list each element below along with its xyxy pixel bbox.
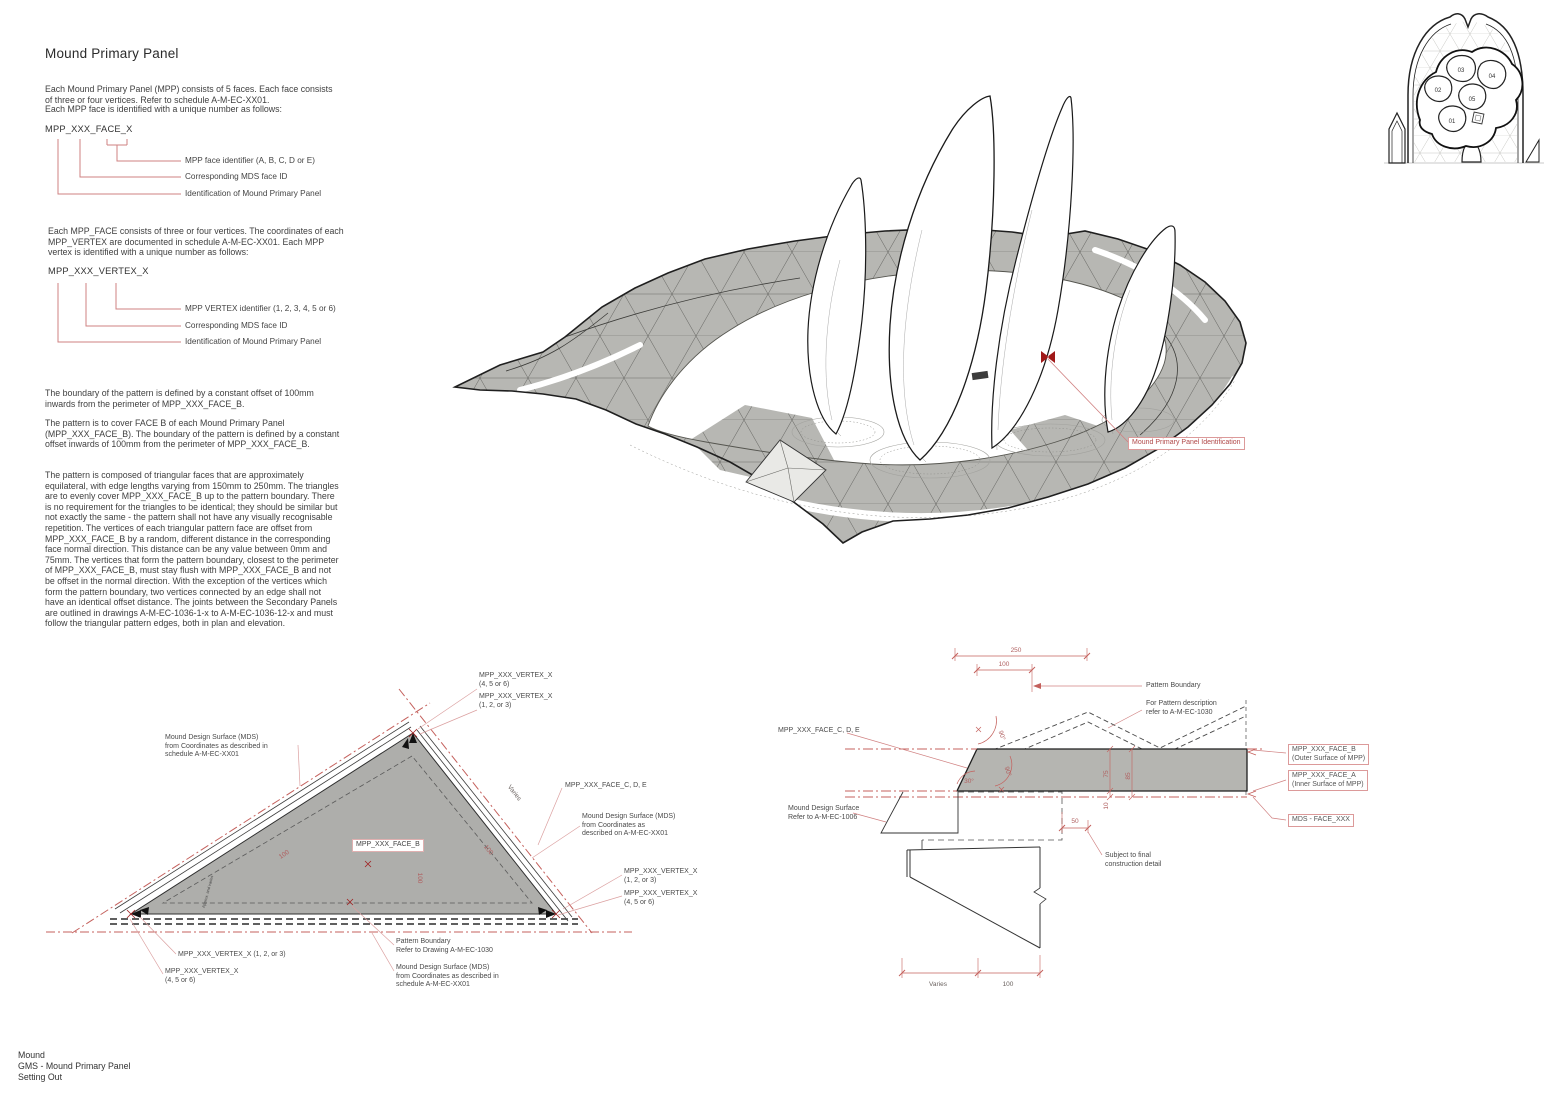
tri-vertex-right-456-l1: MPP_XXX_VERTEX_X bbox=[624, 890, 698, 897]
tri-mds-bottom-l3: schedule A-M-EC-XX01 bbox=[396, 981, 470, 989]
vertex-callout-1: MPP VERTEX identifier (1, 2, 3, 4, 5 or 6) bbox=[185, 304, 336, 313]
sec-mds-ref-label bbox=[788, 805, 859, 822]
face-callout-1: MPP face identifier (A, B, C, D or E) bbox=[185, 156, 315, 165]
sec-pattern-boundary-label: Pattern Boundary bbox=[1146, 682, 1201, 689]
triangle-plan-detail bbox=[40, 660, 660, 1025]
panel-slab bbox=[957, 749, 1247, 791]
dim-75: 75 bbox=[1103, 770, 1110, 778]
tri-mds-bottom-l1: Mound Design Surface (MDS) bbox=[396, 964, 490, 971]
dim-50: 50 bbox=[1071, 818, 1079, 825]
sec-face-cde-label: MPP_XXX_FACE_C, D, E bbox=[778, 727, 860, 734]
tri-vertex-right-456 bbox=[624, 890, 697, 907]
mound-isometric-view bbox=[440, 60, 1280, 560]
tri-vertex-bottom-456 bbox=[165, 968, 238, 985]
tri-mds-bottom-label bbox=[396, 964, 499, 990]
face-b-triangle bbox=[131, 733, 556, 914]
body-paragraph-3: The pattern is composed of triangular faces that are approximately equilateral, with edge lengths varying from 150mm to 250mm. The triangles are to evenly cover MPP_XXX_FACE_B up to the pattern boundary. There is no requirement for the triangles to be identical; they should be similar but not exactly the same - the pattern shall not have any visually recognisable repetition. The vertices of each triangular pattern face are offset from MPP_XXX_FACE_B by a random, different distance in the corresponding face normal direction. This distance can be any value between 0mm and 75mm. The vertices that form the pattern boundary, closest to the perimeter of MPP_XXX_FACE_B, must stay flush with MPP_XXX_FACE_B and not be offset in the normal direction. With the exception of the vertices which form the pattern boundary, two vertices connected by an edge shall not have an identical offset distance. The joints between the Secondary Panels are outlined in drawings A-M-EC-1036-1-x to A-M-EC-1036-12-x and must follow the triangular pattern edges, both in plan and elevation. bbox=[45, 470, 339, 629]
tri-mds-right-l3: described on A-M-EC-XX01 bbox=[582, 830, 668, 838]
dim-100-left: 100 bbox=[277, 848, 291, 861]
key-plan bbox=[1380, 10, 1556, 190]
intro-paragraph-1: Each Mound Primary Panel (MPP) consists of 5 faces. Each face consists of three or four vertices. Refer to schedule A-M-EC-XX01. bbox=[45, 84, 333, 105]
footer-project: Mound bbox=[18, 1050, 45, 1060]
sec-mds-face-label: MDS - FACE_XXX bbox=[1288, 814, 1354, 827]
key-plan-tower bbox=[1389, 113, 1405, 163]
tri-vertex-right-123 bbox=[624, 868, 697, 885]
pattern-boundary-arrow bbox=[1033, 683, 1142, 689]
body-paragraph-1: The boundary of the pattern is defined by a constant offset of 100mm inwards from the perimeter of MPP_XXX_FACE_B. bbox=[45, 388, 314, 409]
title-block bbox=[18, 1050, 130, 1082]
face-number-01: 01 bbox=[1448, 119, 1456, 125]
mound-id-label: Mound Primary Panel Identification bbox=[1128, 437, 1245, 450]
section-detail bbox=[770, 630, 1370, 1010]
dim-250: 250 bbox=[1010, 647, 1022, 654]
face-number-04: 04 bbox=[1488, 74, 1496, 80]
sec-pattern-desc-label bbox=[1146, 700, 1217, 717]
tri-mds-left-label bbox=[165, 734, 268, 760]
tri-vertex-right-456-l2: (4, 5 or 6) bbox=[624, 898, 655, 906]
dim-10: 10 bbox=[1103, 802, 1110, 810]
vertex-paragraph: Each MPP_FACE consists of three or four vertices. The coordinates of each MPP_VERTEX are documented in schedule A-M-EC-XX01. Each MPP vertex is identified with a unique number as follows: bbox=[48, 226, 344, 258]
tri-mds-right-l1: Mound Design Surface (MDS) bbox=[582, 813, 676, 820]
face-number-02: 02 bbox=[1434, 88, 1442, 94]
vertex-callout-3: Identification of Mound Primary Panel bbox=[185, 337, 322, 346]
tri-vertex-top-123-l1: MPP_XXX_VERTEX_X bbox=[479, 693, 553, 700]
top-dim-lines bbox=[952, 648, 1090, 692]
page-title: Mound Primary Panel bbox=[45, 46, 179, 61]
angle-90-top: 90° bbox=[996, 729, 1007, 742]
sec-subject-label bbox=[1105, 852, 1161, 869]
face-cde-leader bbox=[847, 733, 967, 768]
tri-vertex-right-123-l2: (1, 2, or 3) bbox=[624, 876, 657, 884]
sec-subject-l2: construction detail bbox=[1105, 860, 1162, 868]
tri-mds-left-l1: Mound Design Surface (MDS) bbox=[165, 734, 259, 741]
sec-face-b-label bbox=[1288, 744, 1369, 765]
tri-mds-left-l2: from Coordinates as described in bbox=[165, 742, 268, 750]
tri-mds-bottom-l2: from Coordinates as described in bbox=[396, 972, 499, 980]
dim-100-bottom: 100 bbox=[1002, 981, 1014, 988]
tri-pattern-boundary-label bbox=[396, 938, 493, 955]
bottom-dim-lines bbox=[899, 955, 1043, 978]
tri-vertex-top-456 bbox=[479, 672, 552, 689]
sec-mds-ref-l1: Mound Design Surface bbox=[788, 805, 860, 812]
varies-label: Varies bbox=[505, 783, 523, 803]
face-number-03: 03 bbox=[1457, 68, 1465, 74]
sec-face-a-l1: MPP_XXX_FACE_A bbox=[1292, 772, 1356, 779]
bottom-dashed-lines bbox=[110, 919, 578, 924]
dim-varies-bottom: Varies bbox=[929, 981, 947, 988]
sec-face-a-l2: (Inner Surface of MPP) bbox=[1292, 780, 1364, 788]
approx-label: Approx. and varies bbox=[200, 874, 215, 909]
dim-100-vertical: 100 bbox=[416, 872, 423, 884]
sec-pattern-desc-l1: For Pattern description bbox=[1146, 700, 1217, 707]
dim-100-top: 100 bbox=[998, 661, 1010, 668]
pattern-desc-leader bbox=[1108, 710, 1142, 728]
sec-face-a-label bbox=[1288, 770, 1368, 791]
face-number-05: 05 bbox=[1468, 97, 1476, 103]
tri-vertex-bottom-123: MPP_XXX_VERTEX_X (1, 2, or 3) bbox=[178, 951, 286, 958]
tri-vertex-right-123-l1: MPP_XXX_VERTEX_X bbox=[624, 868, 698, 875]
tri-mds-right-l2: from Coordinates as bbox=[582, 821, 646, 829]
intro-paragraph-2: Each MPP face is identified with a unique number as follows: bbox=[45, 104, 282, 114]
sec-face-b-l2: (Outer Surface of MPP) bbox=[1292, 754, 1366, 762]
sec-subject-l1: Subject to final bbox=[1105, 852, 1151, 859]
tri-face-cde-label: MPP_XXX_FACE_C, D, E bbox=[565, 782, 647, 789]
body-paragraph-2: The pattern is to cover FACE B of each Mound Primary Panel (MPP_XXX_FACE_B). The boundary of the pattern is defined by a constant offset inwards of 100mm from the perimeter of MPP_XXX_FACE_B. bbox=[45, 418, 340, 450]
lower-wedge bbox=[907, 847, 1046, 948]
sec-mds-ref-l2: Refer to A-M-EC-1006 bbox=[788, 813, 858, 821]
tri-mds-right-label bbox=[582, 813, 675, 839]
face-callout-2: Corresponding MDS face ID bbox=[185, 172, 288, 181]
vertex-callout-2: Corresponding MDS face ID bbox=[185, 321, 288, 330]
footer-drawing-title: GMS - Mound Primary Panel bbox=[18, 1060, 131, 1071]
tri-vertex-bottom-456-l1: MPP_XXX_VERTEX_X bbox=[165, 968, 239, 975]
key-plan-right-triangle bbox=[1526, 140, 1539, 162]
tri-vertex-top-456-l2: (4, 5 or 6) bbox=[479, 680, 510, 688]
sec-pattern-desc-l2: refer to A-M-EC-1030 bbox=[1146, 708, 1213, 716]
vertex-code: MPP_XXX_VERTEX_X bbox=[48, 266, 149, 276]
tri-vertex-top-456-l1: MPP_XXX_VERTEX_X bbox=[479, 672, 553, 679]
dim-100-right: 100 bbox=[482, 843, 495, 857]
key-plan-plaza-square bbox=[1472, 112, 1484, 124]
tri-pb-l1: Pattern Boundary bbox=[396, 938, 451, 945]
right-label-leaders bbox=[1248, 749, 1286, 820]
angle-90-inner: 90° bbox=[1002, 765, 1013, 778]
sec-face-b-l1: MPP_XXX_FACE_B bbox=[1292, 746, 1356, 753]
face-callout-3: Identification of Mound Primary Panel bbox=[185, 189, 322, 198]
mds-outline bbox=[881, 792, 1062, 849]
angle-30: 30° bbox=[964, 778, 974, 785]
tri-pb-l2: Refer to Drawing A-M-EC-1030 bbox=[396, 946, 493, 954]
footer-drawing-type: Setting Out bbox=[18, 1071, 63, 1082]
tri-vertex-top-123-l2: (1, 2, or 3) bbox=[479, 701, 512, 709]
tri-vertex-bottom-456-l2: (4, 5 or 6) bbox=[165, 976, 196, 984]
tri-face-b-label: MPP_XXX_FACE_B bbox=[352, 839, 424, 852]
tri-mds-left-l3: schedule A-M-EC-XX01 bbox=[165, 751, 239, 759]
dim-50-group bbox=[1059, 812, 1102, 855]
face-code: MPP_XXX_FACE_X bbox=[45, 124, 133, 134]
dim-85: 85 bbox=[1125, 772, 1132, 780]
tri-vertex-top-123 bbox=[479, 693, 552, 710]
